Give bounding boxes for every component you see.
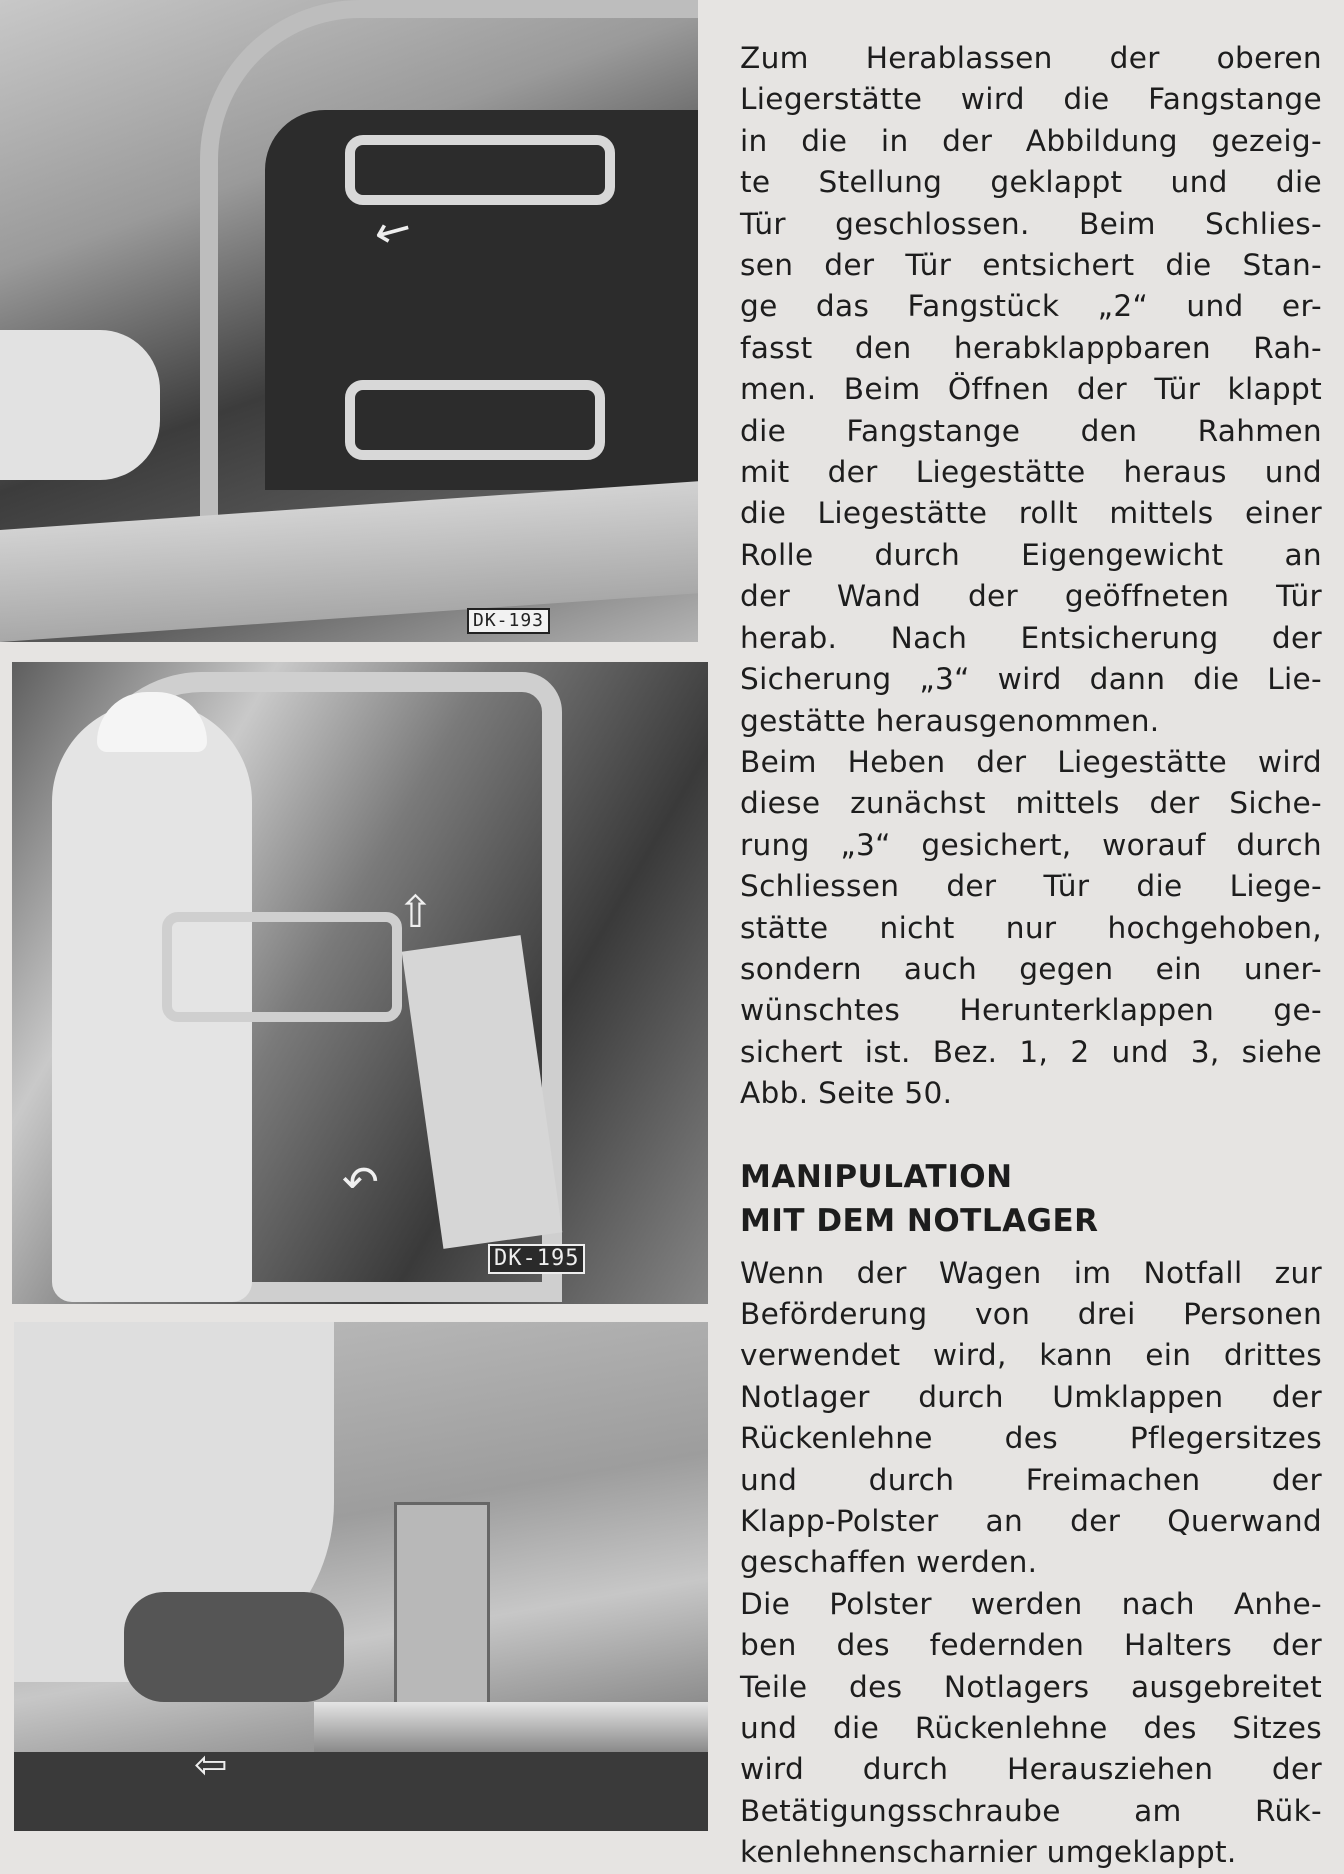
text-line: Zum Herablassen der oberen [740,41,1322,75]
paragraph-lowering-raising [740,38,1322,1115]
text-line: wünschtes Herunterklappen ge- [740,993,1322,1028]
text-line: Liegerstätte wird die Fangstange [740,82,1322,117]
text-line: verwendet wird, kann ein drittes [740,1338,1322,1373]
door-floor [0,481,698,642]
text-line: sichert ist. Bez. 1, 2 und 3, siehe [740,1034,1322,1069]
text-line: men. Beim Öffnen der Tür klappt [740,372,1322,407]
text-line: ben des federnden Halters der [740,1628,1322,1663]
arrow-icon: ↶ [342,1157,379,1208]
text-line: Beförderung von drei Personen [740,1296,1322,1331]
text-line: Rückenlehne des Pflegersitzes [740,1421,1322,1456]
text-line: mit der Liegestätte heraus und [740,455,1322,490]
seat-rail [314,1702,708,1752]
arrow-up-icon: ⇧ [397,887,434,938]
text-line: sondern auch gegen ein uner- [740,951,1322,986]
lower-stretcher-frame [345,380,605,460]
text-line: Klapp-Polster an der Querwand [740,1504,1322,1538]
text-line: Rolle durch Eigengewicht an [740,537,1322,572]
text-line: Notlager durch Umklappen der [740,1379,1322,1414]
text-line: Schliessen der Tür die Liege- [740,869,1322,904]
text-line: kenlehnenscharnier umgeklappt. [740,1835,1237,1870]
license-plate: DK-195 [488,1244,585,1274]
text-line: Betätigungsschraube am Rük- [740,1793,1322,1828]
upper-stretcher-frame [345,135,615,205]
floor-dark [14,1752,708,1831]
paragraph-emergency-bed [740,1253,1322,1874]
text-line: gestätte herausgenommen. [740,703,1160,738]
text-line: die Liegestätte rollt mittels einer [740,496,1322,531]
heading-line-1: MANIPULATION [740,1158,1013,1195]
text-line: Sicherung „3“ wird dann die Lie- [740,662,1322,697]
arrow-left-icon: ⇦ [194,1742,228,1788]
text-line: ge das Fangstück „2“ und er- [740,289,1322,324]
text-line: die Fangstange den Rahmen [740,413,1322,448]
text-line: geschaffen werden. [740,1545,1038,1580]
text-line: Abb. Seite 50. [740,1076,953,1111]
text-line: Beim Heben der Liegestätte wird [740,744,1322,779]
text-line: Tür geschlossen. Beim Schlies- [740,206,1322,241]
hand [124,1592,344,1702]
stretcher-frame [162,912,402,1022]
text-line: in die in der Abbildung gezeig- [740,123,1322,158]
text-line: und durch Freimachen der [740,1462,1322,1497]
hinge-bracket [394,1502,490,1708]
text-line: wird durch Herausziehen der [740,1752,1322,1787]
text-line: te Stellung geklappt und die [740,165,1322,200]
hand-arm [0,330,160,480]
text-column [740,38,1322,1874]
text-line: Wenn der Wagen im Notfall zur [740,1255,1322,1290]
text-line: diese zunächst mittels der Siche- [740,786,1322,821]
text-line: der Wand der geöffneten Tür [740,579,1322,614]
arrow-icon: ↙ [364,199,423,262]
photo-ambulance-rear-stretcher [0,0,698,642]
text-line: Teile des Notlagers ausgebreitet [740,1669,1322,1704]
photo-nurse-stretcher-cabin [12,662,708,1304]
text-line: fasst den herabklappbaren Rah- [740,330,1322,365]
text-line: sen der Tür entsichert die Stan- [740,248,1322,283]
photo-hand-folding-seat [14,1322,708,1831]
text-line: herab. Nach Entsicherung der [740,620,1322,655]
text-line: und die Rückenlehne des Sitzes [740,1711,1322,1746]
heading-line-2: MIT DEM NOTLAGER [740,1202,1099,1239]
text-line: rung „3“ gesichert, worauf durch [740,827,1322,862]
license-plate: DK-193 [467,608,550,634]
text-line: stätte nicht nur hochgehoben, [740,910,1322,945]
section-heading [740,1155,1322,1243]
text-line: Die Polster werden nach Anhe- [740,1586,1322,1621]
